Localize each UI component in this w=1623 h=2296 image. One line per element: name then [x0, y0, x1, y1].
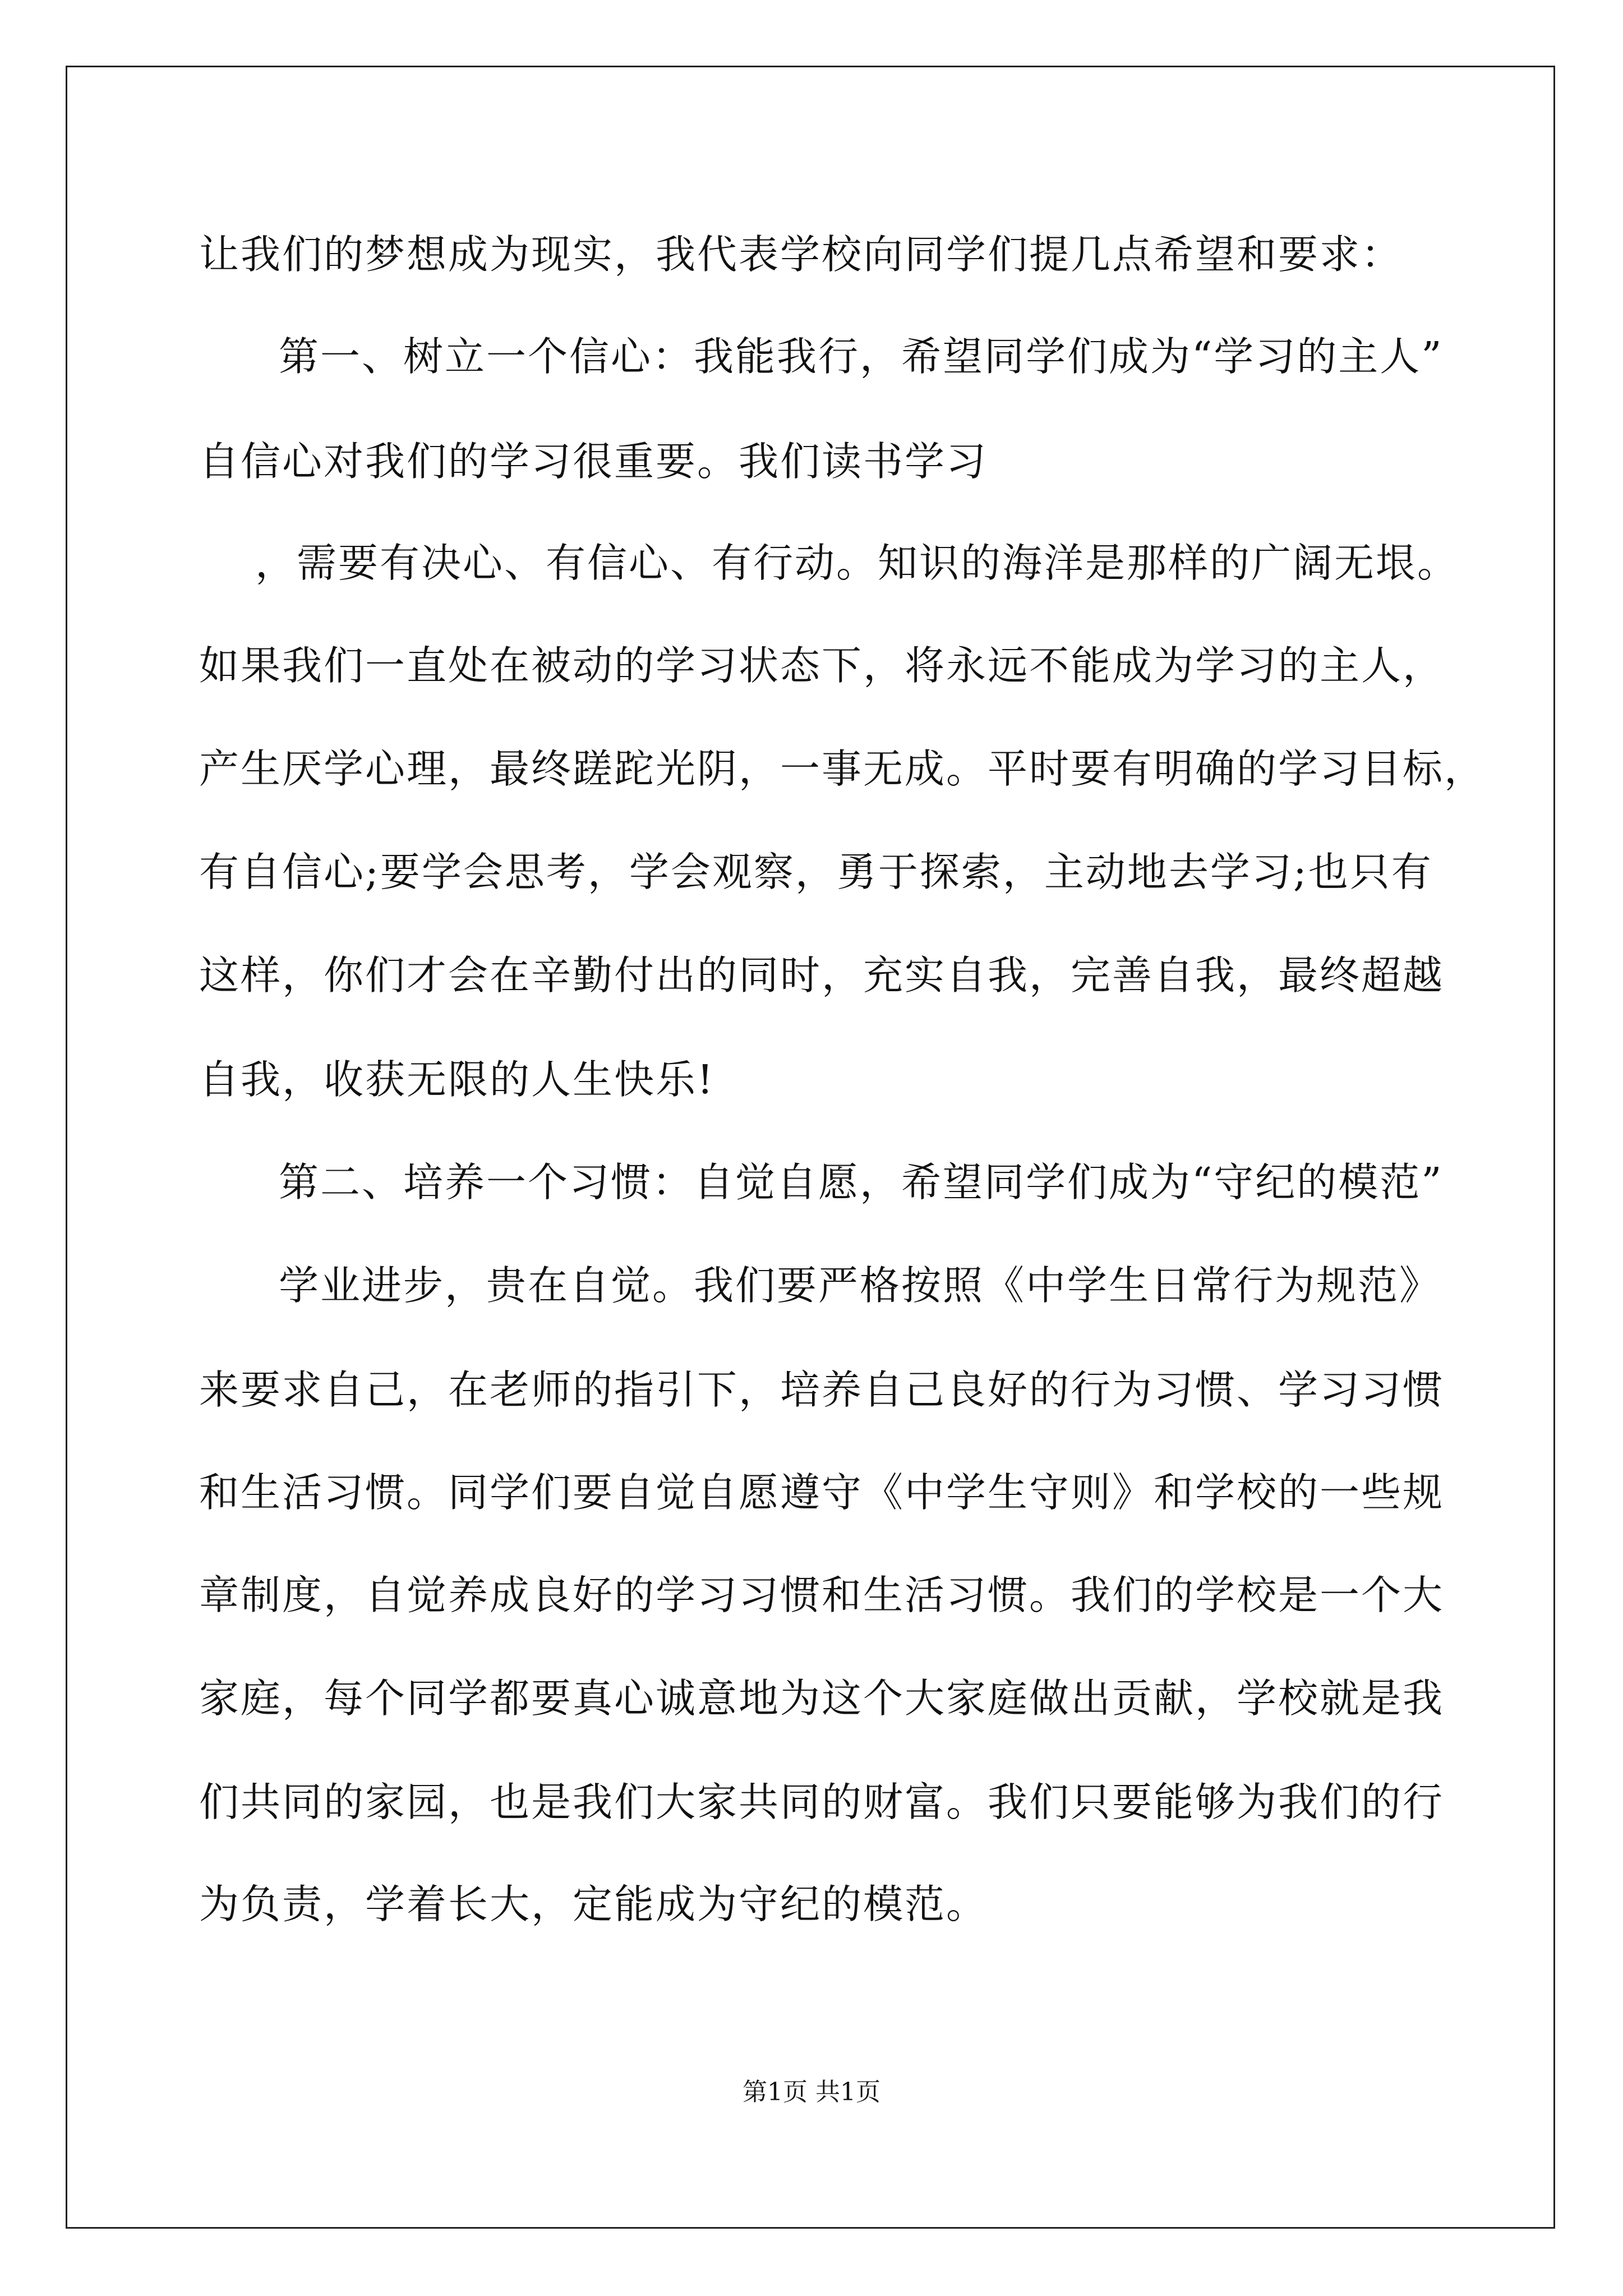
body-line-12: 章制度，自觉养成良好的学习习惯和生活习惯。我们的学校是一个大: [199, 1572, 1445, 1618]
body-line-2: 自信心对我们的学习很重要。我们读书学习: [199, 438, 988, 485]
body-line-4: 如果我们一直处在被动的学习状态下，将永远不能成为学习的主人，: [199, 642, 1445, 689]
heading-line-1: 第一、树立一个信心：我能我行，希望同学们成为“学习的主人”: [279, 333, 1444, 380]
body-line-7: 这样，你们才会在辛勤付出的同时，充实自我，完善自我，最终超越: [199, 952, 1445, 999]
body-line-14: 们共同的家园，也是我们大家共同的财富。我们只要能够为我们的行: [199, 1779, 1445, 1825]
body-line-6: 有自信心;要学会思考，学会观察，勇于探索，主动地去学习;也只有: [199, 849, 1433, 895]
page-footer: 第1页 共1页: [743, 2078, 880, 2106]
body-line-3: ，需要有决心、有信心、有行动。知识的海洋是那样的广阔无垠。: [255, 540, 1459, 586]
body-line-11: 和生活习惯。同学们要自觉自愿遵守《中学生守则》和学校的一些规: [199, 1469, 1445, 1516]
body-line-9: 学业进步，贵在自觉。我们要严格按照《中学生日常行为规范》: [279, 1262, 1441, 1309]
body-line-1: 让我们的梦想成为现实，我代表学校向同学们提几点希望和要求：: [199, 231, 1403, 278]
body-line-13: 家庭，每个同学都要真心诚意地为这个大家庭做出贡献，学校就是我: [199, 1675, 1445, 1722]
body-line-15: 为负责，学着长大，定能成为守纪的模范。: [199, 1881, 988, 1927]
body-line-8: 自我，收获无限的人生快乐!: [199, 1056, 715, 1103]
body-line-10: 来要求自己，在老师的指引下，培养自己良好的行为习惯、学习习惯: [199, 1366, 1445, 1413]
body-line-5: 产生厌学心理，最终蹉跎光阴，一事无成。平时要有明确的学习目标，: [199, 746, 1486, 792]
heading-line-2: 第二、培养一个习惯：自觉自愿，希望同学们成为“守纪的模范”: [279, 1159, 1444, 1205]
